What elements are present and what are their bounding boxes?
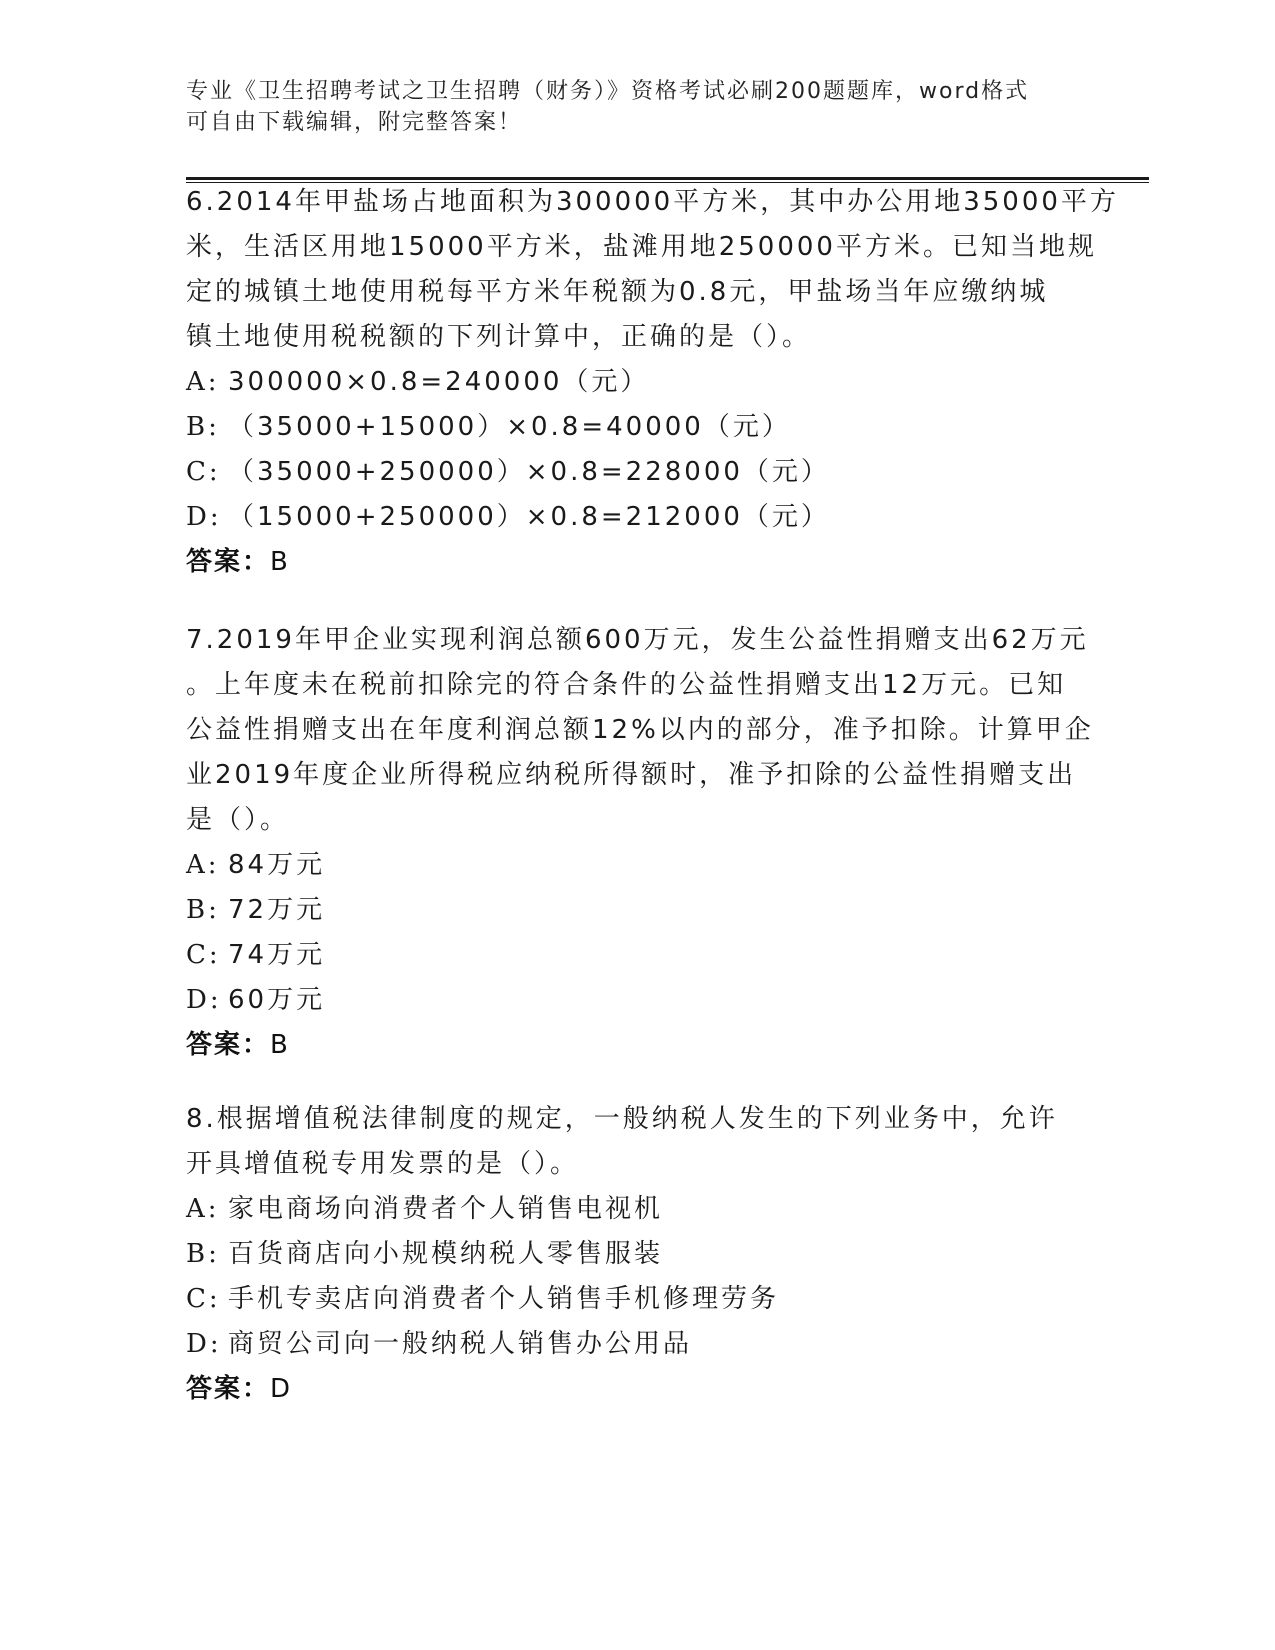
option-text: 84万元 bbox=[228, 850, 326, 880]
option-key: B: bbox=[186, 1239, 220, 1269]
option-key: A: bbox=[186, 1194, 220, 1224]
question-stem-line: 镇土地使用税税额的下列计算中，正确的是（）。 bbox=[186, 322, 812, 352]
option-key: D: bbox=[186, 985, 222, 1015]
option-text: （15000+250000）×0.8=212000（元） bbox=[228, 502, 830, 532]
option-text: 家电商场向消费者个人销售电视机 bbox=[228, 1194, 664, 1224]
question-stem-line: 是（）。 bbox=[186, 805, 290, 835]
option-c bbox=[186, 933, 1086, 978]
option-a bbox=[186, 360, 1086, 405]
option-a bbox=[186, 1187, 1086, 1232]
question-6 bbox=[186, 180, 1119, 585]
option-c bbox=[186, 1277, 1086, 1322]
option-b bbox=[186, 1232, 1086, 1277]
question-7 bbox=[186, 618, 1094, 1068]
option-text: 74万元 bbox=[228, 940, 326, 970]
option-key: C: bbox=[186, 940, 221, 970]
question-stem-line: 6.2014年甲盐场占地面积为300000平方米，其中办公用地35000平方 bbox=[186, 187, 1119, 217]
answer-label: 答案： bbox=[186, 547, 271, 577]
header-line-2: 可自由下载编辑，附完整答案！ bbox=[186, 110, 523, 135]
option-d bbox=[186, 495, 1086, 540]
option-text: 300000×0.8=240000（元） bbox=[228, 367, 650, 397]
answer-value: B bbox=[270, 1030, 290, 1060]
option-text: 手机专卖店向消费者个人销售手机修理劳务 bbox=[228, 1284, 780, 1314]
option-d bbox=[186, 1322, 1086, 1367]
option-key: D: bbox=[186, 1329, 222, 1359]
option-text: 商贸公司向一般纳税人销售办公用品 bbox=[228, 1329, 693, 1359]
answer-label: 答案： bbox=[186, 1030, 271, 1060]
answer-value: D bbox=[270, 1374, 293, 1404]
option-key: D: bbox=[186, 502, 222, 532]
answer bbox=[186, 1367, 1086, 1412]
option-text: （35000+15000）×0.8=40000（元） bbox=[228, 412, 791, 442]
option-text: 72万元 bbox=[228, 895, 326, 925]
document-header bbox=[186, 76, 1086, 138]
header-line-1: 专业《卫生招聘考试之卫生招聘（财务）》资格考试必刷200题题库，word格式 bbox=[186, 79, 1030, 104]
answer bbox=[186, 1023, 1086, 1068]
answer-label: 答案： bbox=[186, 1374, 271, 1404]
answer bbox=[186, 540, 1086, 585]
option-text: 百货商店向小规模纳税人零售服装 bbox=[228, 1239, 664, 1269]
option-b bbox=[186, 405, 1086, 450]
option-key: C: bbox=[186, 1284, 221, 1314]
answer-value: B bbox=[270, 547, 290, 577]
question-stem-line: 。上年度未在税前扣除完的符合条件的公益性捐赠支出12万元。已知 bbox=[186, 670, 1067, 700]
option-c bbox=[186, 450, 1086, 495]
question-stem-line: 定的城镇土地使用税每平方米年税额为0.8元，甲盐场当年应缴纳城 bbox=[186, 277, 1049, 307]
option-key: A: bbox=[186, 850, 220, 880]
option-b bbox=[186, 888, 1086, 933]
question-stem-line: 7.2019年甲企业实现利润总额600万元，发生公益性捐赠支出62万元 bbox=[186, 625, 1089, 655]
option-key: B: bbox=[186, 412, 220, 442]
question-stem-line: 开具增值税专用发票的是（）。 bbox=[186, 1149, 580, 1179]
option-d bbox=[186, 978, 1086, 1023]
question-stem-line: 米，生活区用地15000平方米，盐滩用地250000平方米。已知当地规 bbox=[186, 232, 1097, 262]
question-stem-line: 业2019年度企业所得税应纳税所得额时，准予扣除的公益性捐赠支出 bbox=[186, 760, 1077, 790]
option-text: （35000+250000）×0.8=228000（元） bbox=[228, 457, 830, 487]
question-8 bbox=[186, 1097, 1086, 1412]
question-stem-line: 公益性捐赠支出在年度利润总额12%以内的部分，准予扣除。计算甲企 bbox=[186, 715, 1094, 745]
option-key: A: bbox=[186, 367, 220, 397]
option-a bbox=[186, 843, 1086, 888]
option-text: 60万元 bbox=[228, 985, 326, 1015]
option-key: C: bbox=[186, 457, 221, 487]
option-key: B: bbox=[186, 895, 220, 925]
question-stem-line: 8.根据增值税法律制度的规定，一般纳税人发生的下列业务中，允许 bbox=[186, 1104, 1058, 1134]
